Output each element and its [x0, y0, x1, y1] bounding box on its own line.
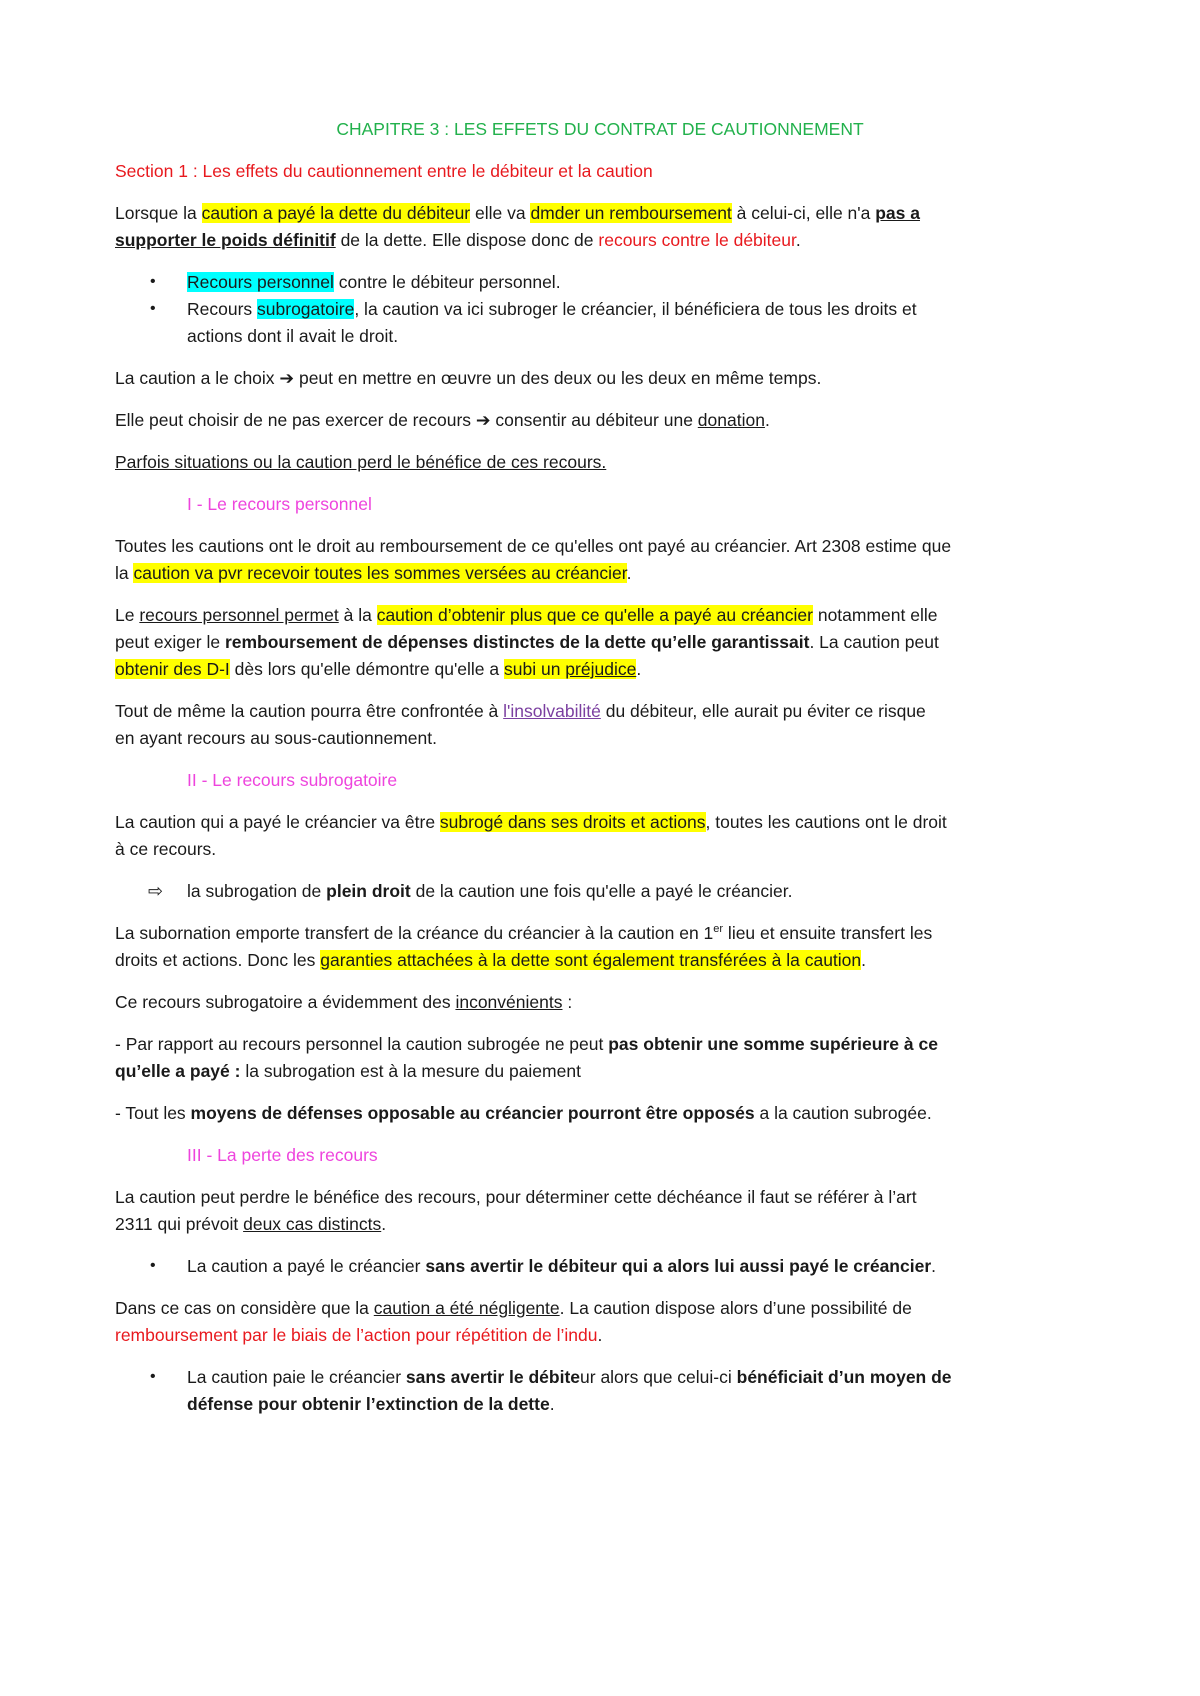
heading-number: I — [187, 494, 192, 514]
heading-number: II — [187, 770, 197, 790]
bullet-item — [187, 271, 561, 293]
paragraph-line — [115, 631, 939, 653]
highlight-text: caution a payé la dette du débiteur — [201, 203, 471, 223]
highlight-text — [504, 659, 636, 679]
paragraph-line — [115, 1033, 938, 1055]
bullet-icon: • — [150, 1368, 156, 1385]
cyan-highlight-text: Recours personnel — [187, 272, 334, 292]
paragraph-line — [115, 367, 821, 389]
text: de la caution une fois qu'elle a payé le créancier. — [410, 881, 793, 901]
paragraph-line — [115, 562, 632, 584]
text: dès lors qu'elle démontre qu'elle a — [229, 659, 504, 679]
subheading-personal-recourse — [187, 493, 372, 515]
text: subi un — [504, 659, 566, 679]
paragraph-line: Parfois situations ou la caution perd le bénéfice de ces recours. — [115, 452, 607, 472]
bold-text: sans avertir le débiteur qui a alors lui aussi payé le créancier — [425, 1256, 932, 1276]
text: contre le débiteur personnel. — [333, 272, 561, 292]
underline-text: caution a été négligente — [373, 1298, 560, 1318]
paragraph-line — [115, 409, 770, 431]
subheading-subrogatory-recourse — [187, 769, 397, 791]
text: elle va — [470, 203, 531, 223]
bold-underline-text: pas a — [875, 203, 920, 223]
text: droits et actions. Donc les — [115, 950, 321, 970]
text: notamment elle — [812, 605, 938, 625]
text: La caution paie le créancier — [187, 1367, 406, 1387]
paragraph-line — [115, 991, 572, 1013]
paragraph-line: en ayant recours au sous-cautionnement. — [115, 728, 437, 748]
paragraph-line — [115, 1102, 932, 1124]
text: peut exiger le — [115, 632, 225, 652]
text: la subrogation est à la mesure du paiement — [240, 1061, 581, 1081]
text: - Par rapport au recours personnel la caution subrogée ne peut — [115, 1034, 609, 1054]
text: La caution qui a payé le créancier va être — [115, 812, 440, 832]
bullet-icon: • — [150, 300, 156, 317]
text: , la caution va ici subroger le créancier, il bénéficiera de tous les droits et — [354, 299, 917, 319]
bold-text: pas obtenir une somme supérieure à ce — [608, 1034, 938, 1054]
text: consentir au débiteur une — [490, 410, 698, 430]
text: du débiteur, elle aurait pu éviter ce risque — [600, 701, 926, 721]
bold-text: défense pour obtenir l’extinction de la dette — [187, 1394, 550, 1414]
heading-text: - La perte des recours — [201, 1145, 378, 1165]
bold-text: plein droit — [326, 881, 411, 901]
text: . — [549, 1394, 555, 1414]
text: . — [931, 1256, 937, 1276]
text: à celui-ci, elle n'a — [731, 203, 876, 223]
text: 2311 qui prévoit — [115, 1214, 244, 1234]
paragraph-line — [115, 1297, 912, 1319]
paragraph-line — [115, 1213, 386, 1235]
hollow-arrow-icon: ⇨ — [148, 881, 164, 901]
paragraph-line — [115, 604, 937, 626]
paragraph-line: à ce recours. — [115, 839, 217, 859]
heading-text: - Le recours subrogatoire — [196, 770, 398, 790]
text: : — [562, 992, 573, 1012]
text: . — [764, 410, 770, 430]
bold-text: moyens de défenses opposable au créancier pourront être opposés — [190, 1103, 755, 1123]
text: ur alors que celui-ci — [580, 1367, 737, 1387]
text: Recours — [187, 299, 258, 319]
arrow-item — [187, 880, 793, 902]
text: La subornation emporte transfert de la créance du créancier à la caution en 1 — [115, 923, 714, 943]
text: . — [597, 1325, 603, 1345]
red-text: remboursement par le biais de l’action pour répétition de l’indu — [115, 1325, 598, 1345]
text: . La caution dispose alors d’une possibilité de — [559, 1298, 912, 1318]
bullet-item — [187, 298, 917, 320]
text: - Tout les — [115, 1103, 191, 1123]
red-text: recours contre le débiteur — [598, 230, 796, 250]
text: La caution a payé le créancier — [187, 1256, 426, 1276]
underline-text: deux cas distincts — [243, 1214, 382, 1234]
underline-text: donation — [697, 410, 765, 430]
insolvabilite-link[interactable]: l'insolvabilité — [503, 701, 601, 721]
highlight-text: caution d’obtenir plus que ce qu'elle a payé au créancier — [376, 605, 813, 625]
section-heading: Section 1 : Les effets du cautionnement entre le débiteur et la caution — [115, 161, 653, 181]
text: Elle peut choisir de ne pas exercer de recours — [115, 410, 476, 430]
bold-text: qu’elle a payé : — [115, 1061, 241, 1081]
paragraph-line — [115, 202, 920, 224]
heading-text: - Le recours personnel — [191, 494, 372, 514]
chapter-title: CHAPITRE 3 : LES EFFETS DU CONTRAT DE CAUTIONNEMENT — [336, 119, 864, 139]
paragraph-line — [115, 700, 926, 722]
paragraph-line: Toutes les cautions ont le droit au remboursement de ce qu'elles ont payé au créancier. Art 2308 estime que — [115, 536, 952, 556]
highlight-text: dmder un remboursement — [530, 203, 732, 223]
text: . — [795, 230, 801, 250]
bullet-icon: • — [150, 273, 156, 290]
bullet-item — [187, 1366, 952, 1388]
text: de la dette. Elle dispose donc de — [335, 230, 599, 250]
underline-text: recours personnel permet — [139, 605, 339, 625]
underline-text: inconvénients — [455, 992, 563, 1012]
bullet-item-continuation — [187, 1393, 555, 1415]
text: Ce recours subrogatoire a évidemment des — [115, 992, 456, 1012]
paragraph-line: La caution peut perdre le bénéfice des recours, pour déterminer cette déchéance il faut se référer à l’art — [115, 1187, 917, 1207]
text: Le — [115, 605, 140, 625]
underline-text: préjudice — [565, 659, 637, 679]
paragraph-line — [115, 922, 932, 944]
highlight-text: caution va pvr recevoir toutes les sommes versées au créancier — [133, 563, 627, 583]
text: a la caution subrogée. — [754, 1103, 932, 1123]
text: . — [861, 950, 867, 970]
highlight-text: subrogé dans ses droits et actions — [439, 812, 706, 832]
bullet-item-continuation: actions dont il avait le droit. — [187, 326, 399, 346]
paragraph-line — [115, 811, 947, 833]
arrow-right-icon: ➔ — [475, 410, 491, 430]
paragraph-line — [115, 1324, 602, 1346]
text: Dans ce cas on considère que la — [115, 1298, 374, 1318]
heading-number: III — [187, 1145, 202, 1165]
text: Lorsque la — [115, 203, 202, 223]
text: Tout de même la caution pourra être confrontée à — [115, 701, 504, 721]
subheading-loss-of-recourse — [187, 1144, 378, 1166]
text: la subrogation de — [187, 881, 327, 901]
highlight-text: obtenir des D-I — [115, 659, 230, 679]
bold-underline-text: supporter le poids définitif — [115, 230, 336, 250]
text: . La caution peut — [809, 632, 939, 652]
text: lieu et ensuite transfert les — [723, 923, 933, 943]
text: à la — [338, 605, 377, 625]
text: . — [381, 1214, 387, 1234]
paragraph-line — [115, 229, 801, 251]
cyan-highlight-text: subrogatoire — [257, 299, 355, 319]
bullet-icon: • — [150, 1257, 156, 1274]
text: la — [115, 563, 134, 583]
arrow-right-icon: ➔ — [279, 368, 295, 388]
bullet-item — [187, 1255, 936, 1277]
paragraph-line — [115, 1060, 581, 1082]
text: . — [636, 659, 642, 679]
paragraph-line — [115, 658, 641, 680]
bold-text: remboursement de dépenses distinctes de la dette qu’elle garantissait — [224, 632, 810, 652]
highlight-text: garanties attachées à la dette sont également transférées à la caution — [320, 950, 862, 970]
text: , toutes les cautions ont le droit — [705, 812, 947, 832]
text: La caution a le choix — [115, 368, 280, 388]
superscript: er — [713, 923, 724, 936]
paragraph-line — [115, 949, 866, 971]
text: . — [626, 563, 632, 583]
text: peut en mettre en œuvre un des deux ou les deux en même temps. — [294, 368, 822, 388]
bold-text: bénéficiait d’un moyen de — [736, 1367, 952, 1387]
bold-text: sans avertir le débite — [405, 1367, 581, 1387]
